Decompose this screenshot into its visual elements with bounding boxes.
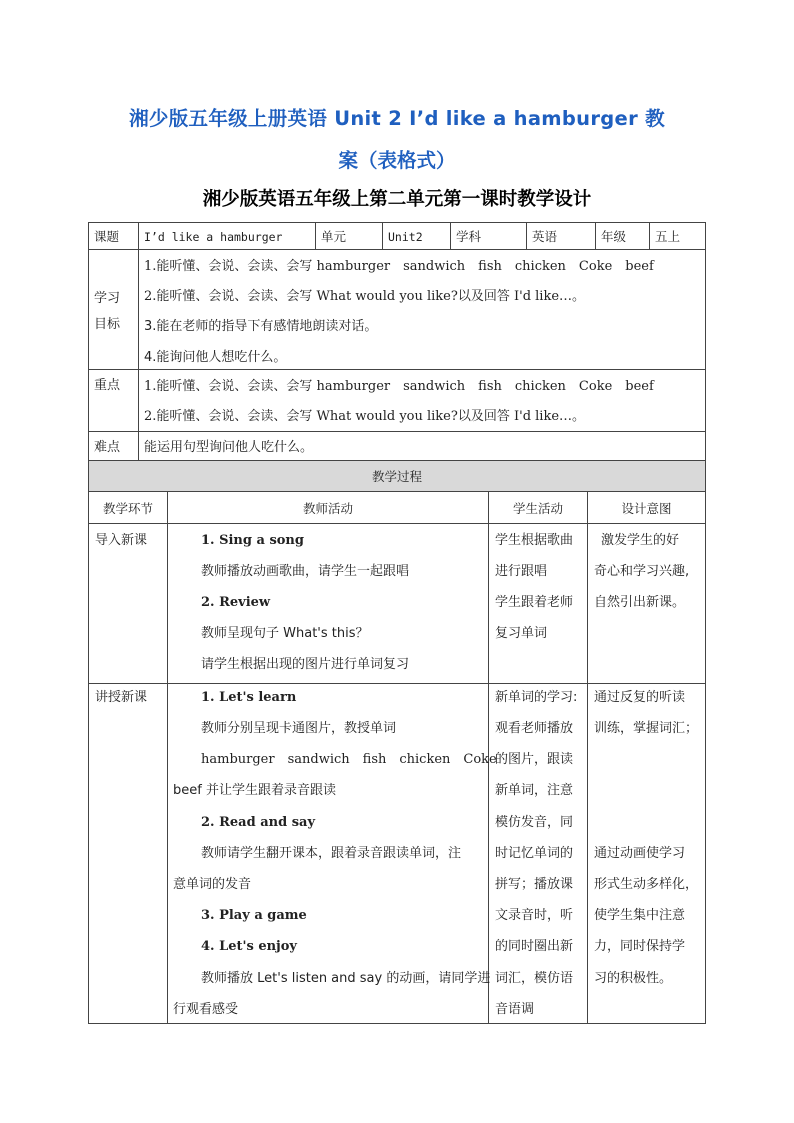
topic-value-cell	[139, 222, 316, 250]
objectives-label-cell	[88, 250, 139, 370]
teacher-activity-line: 3. Play a game	[201, 908, 307, 923]
student-activity-line: 音语调	[495, 1002, 535, 1017]
design-intent-line: 形式生动多样化，	[594, 877, 699, 892]
student-activity-line: 进行跟唱	[495, 564, 548, 579]
teacher-activity-line: beef 并让学生跟着录音跟读	[173, 783, 336, 798]
student-activity-line: 的图片，跟读	[495, 752, 574, 767]
teacher-activity-line: 教师请学生翻开课本，跟着录音跟读单词，注	[201, 846, 462, 861]
teacher-activity-line: 1. Sing a song	[201, 533, 304, 548]
design-intent-line: 习的积极性。	[594, 971, 673, 986]
process-row-1-intent-cell	[588, 524, 706, 684]
teacher-activity-line: 1. Let's learn	[201, 690, 297, 705]
column-header-stage: 教学环节	[102, 501, 153, 516]
grade-label: 年级	[601, 229, 627, 244]
document-title-line1: 湘少版五年级上册英语 Unit 2 I’d like a hamburger 教	[129, 107, 665, 130]
design-intent-line: 通过动画使学习	[594, 846, 686, 861]
process-row-2-intent-cell	[588, 684, 706, 1024]
student-activity-line: 文录音时，听	[495, 908, 574, 923]
student-activity-line: 时记忆单词的	[495, 846, 574, 861]
unit-value: Unit2	[388, 230, 423, 244]
subject-label: 学科	[456, 229, 482, 244]
student-activity-line: 复习单词	[495, 626, 548, 641]
student-activity-line: 观看老师播放	[495, 721, 574, 736]
column-header-teacher: 教师活动	[302, 501, 353, 516]
topic-value: I’d like a hamburger	[144, 230, 283, 244]
subject-value-cell	[527, 222, 596, 250]
teacher-activity-line: 意单词的发音	[173, 877, 252, 892]
process-row-1-stage: 导入新课	[95, 533, 148, 548]
teacher-activity-line: 请学生根据出现的图片进行单词复习	[201, 657, 410, 672]
process-row-1-teacher-cell	[168, 524, 489, 684]
key-points-label: 重点	[94, 378, 121, 393]
process-row-2-stage: 讲授新课	[95, 690, 148, 705]
difficulty-text: 能运用句型询问他人吃什么。	[144, 440, 314, 455]
process-row-2-student-cell	[489, 684, 588, 1024]
student-activity-line: 学生跟着老师	[495, 595, 574, 610]
design-intent-line: 通过反复的听读	[594, 690, 686, 705]
difficulty-label: 难点	[94, 440, 121, 455]
column-header-student: 学生活动	[512, 501, 563, 516]
subject-value: 英语	[532, 229, 558, 244]
objective-item: 1.能听懂、会说、会读、会写 hamburger sandwich fish chicken Coke beef	[144, 259, 654, 274]
column-header-teacher-cell	[168, 492, 489, 524]
unit-label: 单元	[321, 229, 347, 244]
unit-value-cell	[383, 222, 451, 250]
process-header-cell	[88, 461, 706, 492]
process-row-2-teacher-cell	[168, 684, 497, 1024]
design-intent-line: 使学生集中注意	[594, 908, 686, 923]
document-title-line2: 案（表格式）	[338, 149, 456, 172]
unit-label-cell	[316, 222, 383, 250]
teacher-activity-line: 2. Read and say	[201, 815, 315, 830]
column-header-student-cell	[489, 492, 588, 524]
teacher-activity-line: 教师分别呈现卡通图片，教授单词	[201, 721, 397, 736]
student-activity-line: 新单词，注意	[495, 783, 574, 798]
process-row-2-stage-cell	[88, 684, 168, 1024]
teacher-activity-line: 教师呈现句子 What's this？	[201, 626, 369, 641]
grade-value-cell	[650, 222, 706, 250]
process-row-1-stage-cell	[88, 524, 168, 684]
grade-value: 五上	[655, 229, 681, 244]
design-intent-line: 激发学生的好	[601, 533, 680, 548]
difficulty-content-cell	[139, 432, 706, 461]
teacher-activity-line: 行观看感受	[173, 1002, 239, 1017]
teacher-activity-line: 2. Review	[201, 595, 271, 610]
design-intent-line: 自然引出新课。	[594, 595, 686, 610]
process-header: 教学过程	[371, 469, 422, 484]
design-intent-line: 奇心和学习兴趣,	[594, 564, 690, 579]
column-header-intent: 设计意图	[621, 501, 672, 516]
key-points-content-cell	[139, 370, 706, 432]
teacher-activity-line: 教师播放 Let's listen and say 的动画，请同学进	[201, 971, 491, 986]
objective-item: 2.能听懂、会说、会读、会写 What would you like?以及回答 I'd like…。	[144, 289, 586, 304]
student-activity-line: 拼写；播放课	[495, 877, 574, 892]
process-row-1-student-cell	[489, 524, 588, 684]
column-header-intent-cell	[588, 492, 706, 524]
objectives-label-line2: 目标	[94, 317, 121, 332]
student-activity-line: 词汇，模仿语	[495, 971, 574, 986]
student-activity-line: 模仿发音，同	[495, 815, 574, 830]
topic-label: 课题	[94, 229, 120, 244]
teacher-activity-line: hamburger sandwich fish chicken Coke	[201, 752, 497, 767]
document-subtitle: 湘少版英语五年级上第二单元第一课时教学设计	[202, 189, 592, 210]
grade-label-cell	[596, 222, 650, 250]
student-activity-line: 新单词的学习:	[495, 690, 578, 705]
subject-label-cell	[451, 222, 527, 250]
objectives-content-cell	[139, 250, 706, 370]
difficulty-label-cell	[88, 432, 139, 461]
key-points-label-cell	[88, 370, 139, 432]
objective-item: 3.能在老师的指导下有感情地朗读对话。	[144, 319, 378, 334]
topic-label-cell	[88, 222, 139, 250]
student-activity-line: 的同时圈出新	[495, 939, 574, 954]
student-activity-line: 学生根据歌曲	[495, 533, 574, 548]
teacher-activity-line: 教师播放动画歌曲，请学生一起跟唱	[201, 564, 410, 579]
design-intent-line: 训练，掌握词汇；	[594, 721, 699, 736]
teacher-activity-line: 4. Let's enjoy	[201, 939, 297, 954]
objective-item: 4.能询问他人想吃什么。	[144, 350, 287, 365]
key-point-item: 2.能听懂、会说、会读、会写 What would you like?以及回答 I'd like…。	[144, 409, 586, 424]
key-point-item: 1.能听懂、会说、会读、会写 hamburger sandwich fish chicken Coke beef	[144, 379, 654, 394]
design-intent-line: 力，同时保持学	[594, 939, 686, 954]
column-header-stage-cell	[88, 492, 168, 524]
objectives-label-line1: 学习	[94, 291, 121, 306]
